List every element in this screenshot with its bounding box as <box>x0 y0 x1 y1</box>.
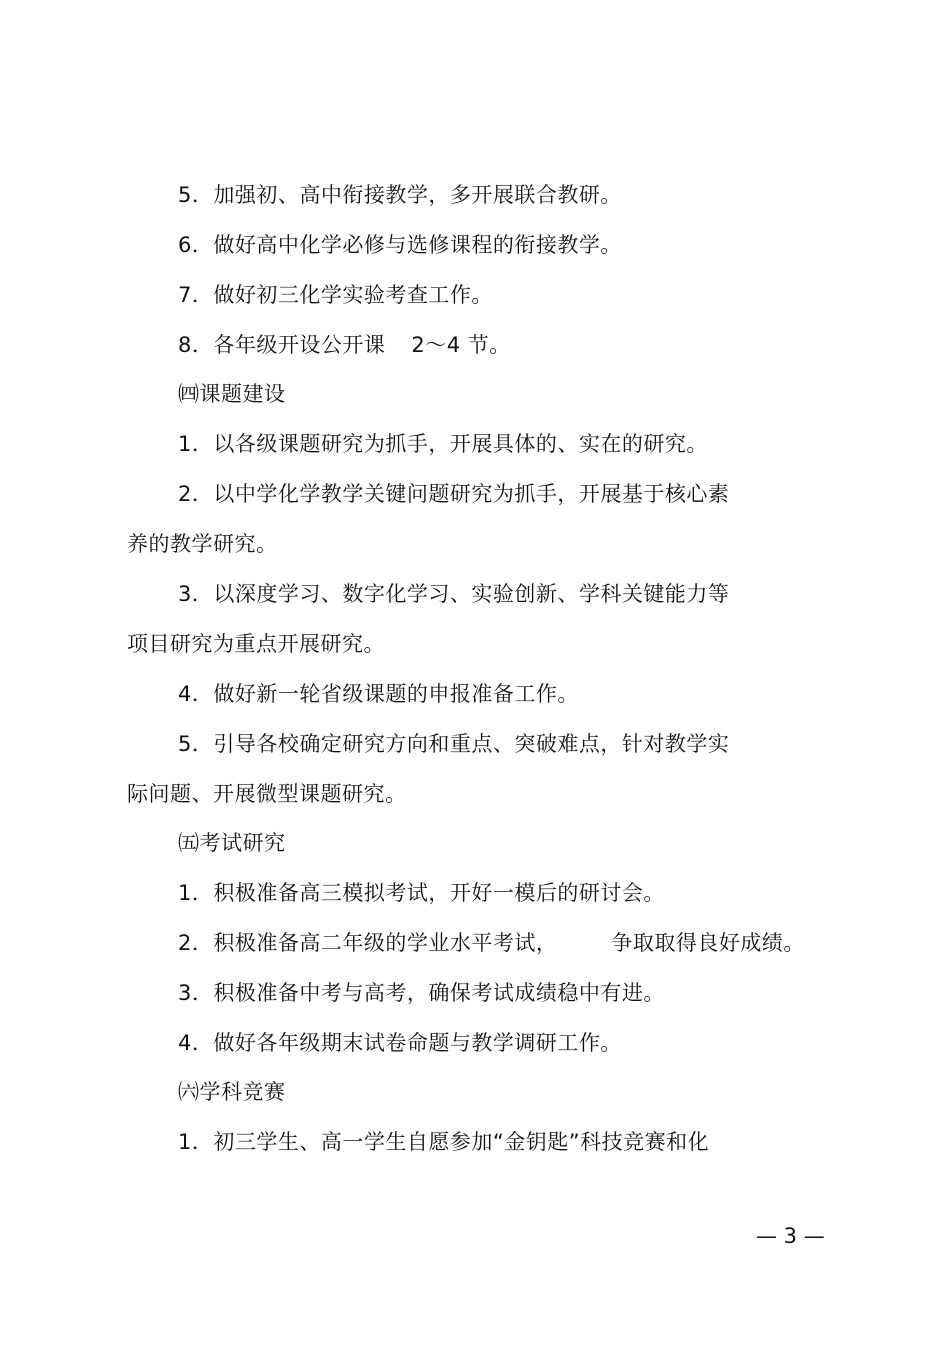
section-heading: ㈤考试研究 <box>178 831 286 855</box>
list-item-text: 2．积极准备高二年级的学业水平考试， <box>178 931 558 955</box>
page-number: — 3 — <box>756 1224 825 1248</box>
list-item: 1．积极准备高三模拟考试，开好一模后的研讨会。 <box>178 881 665 905</box>
list-item: 5．加强初、高中衔接教学，多开展联合教研。 <box>178 183 622 207</box>
list-item: 6．做好高中化学必修与选修课程的衔接教学。 <box>178 233 622 257</box>
list-item: 1．初三学生、高一学生自愿参加“金钥匙”科技竞赛和化 <box>178 1130 710 1154</box>
list-item <box>178 929 805 957</box>
list-item-continuation: 项目研究为重点开展研究。 <box>127 632 385 656</box>
list-item-text: 争取取得良好成绩。 <box>611 931 805 955</box>
list-item-continuation: 际问题、开展微型课题研究。 <box>127 782 407 806</box>
section-heading: ㈣课题建设 <box>178 382 286 406</box>
section-heading: ㈥学科竞赛 <box>178 1080 286 1104</box>
list-item: 7．做好初三化学实验考查工作。 <box>178 283 493 307</box>
list-item-text: 2～4 节。 <box>411 333 511 357</box>
list-item-continuation: 养的教学研究。 <box>127 532 278 556</box>
list-item: 3．积极准备中考与高考，确保考试成绩稳中有进。 <box>178 981 665 1005</box>
list-item: 4．做好新一轮省级课题的申报准备工作。 <box>178 682 579 706</box>
list-item: 2．以中学化学教学关键问题研究为抓手，开展基于核心素 <box>178 482 730 506</box>
list-item <box>178 331 511 359</box>
list-item-text: 8．各年级开设公开课 <box>178 333 386 357</box>
list-item: 1．以各级课题研究为抓手，开展具体的、实在的研究。 <box>178 432 708 456</box>
list-item: 3．以深度学习、数字化学习、实验创新、学科关键能力等 <box>178 582 730 606</box>
list-item: 4．做好各年级期末试卷命题与教学调研工作。 <box>178 1031 622 1055</box>
list-item: 5．引导各校确定研究方向和重点、突破难点，针对教学实 <box>178 732 730 756</box>
